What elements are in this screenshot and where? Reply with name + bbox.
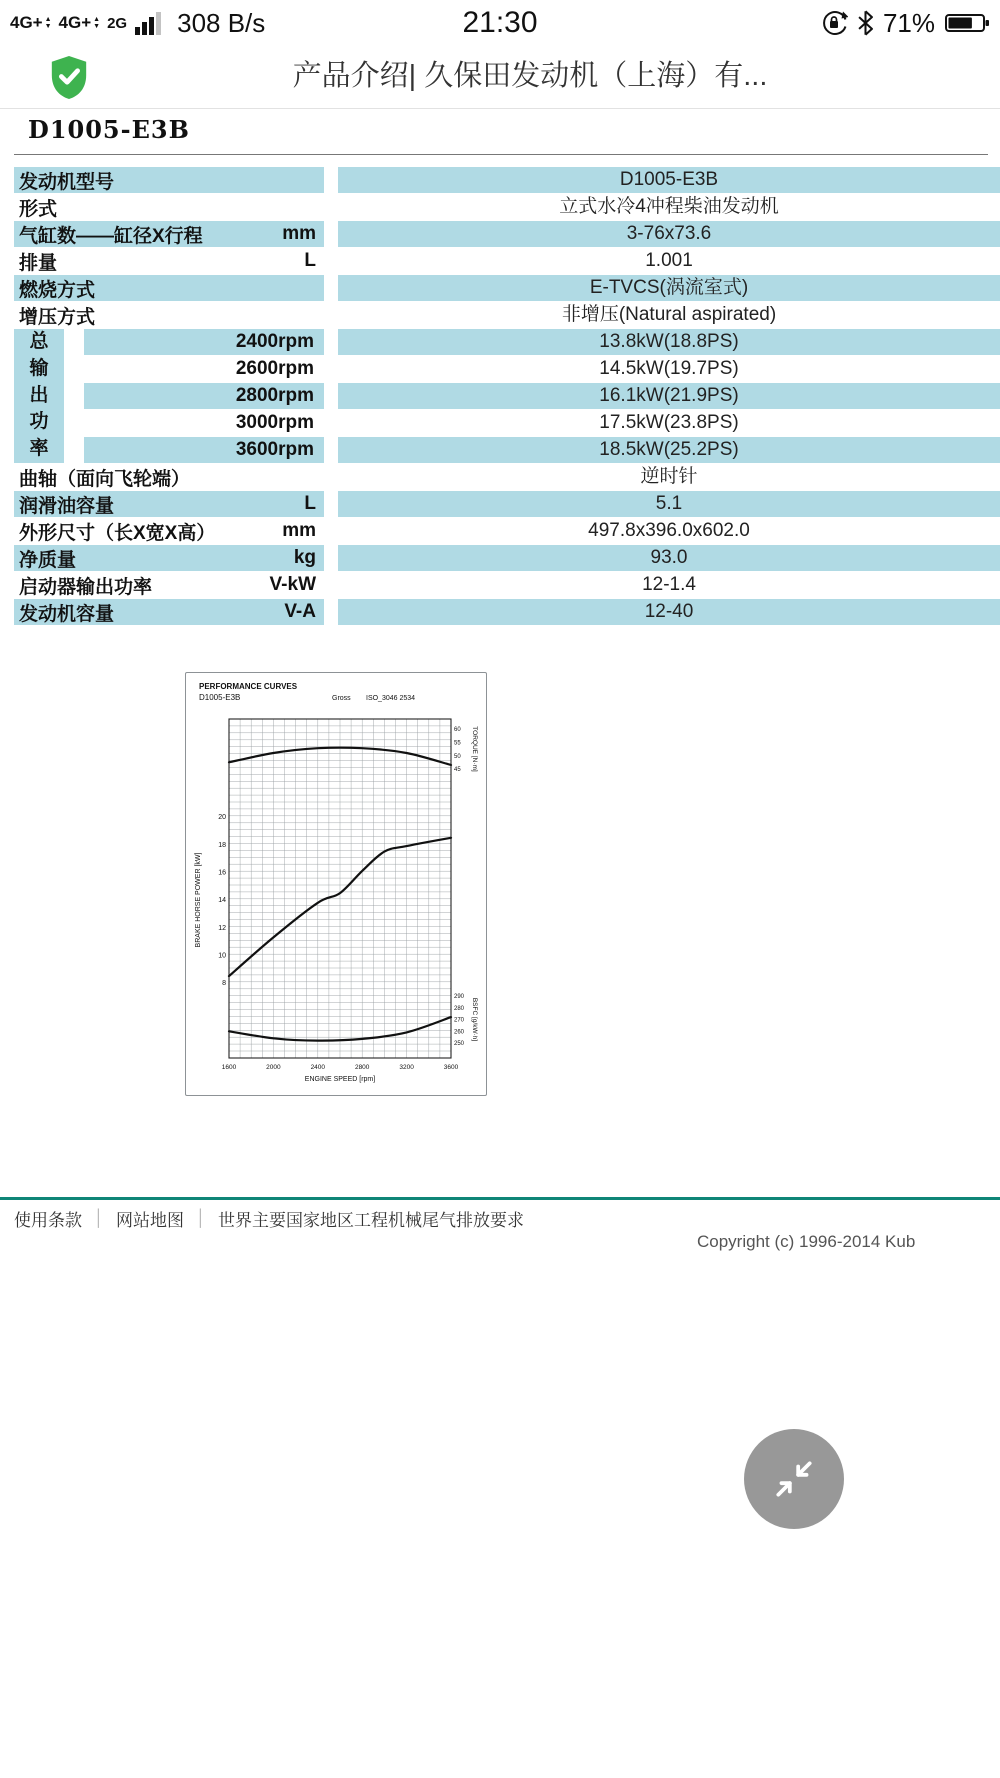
svg-text:290: 290 (454, 994, 465, 1001)
shrink-page-button[interactable] (744, 1429, 844, 1529)
spec-value-cell (338, 383, 1000, 409)
svg-text:D1005-E3B: D1005-E3B (199, 693, 241, 702)
spec-value: 12-40 (644, 601, 694, 622)
table-row (14, 518, 1000, 545)
spec-value-cell (338, 437, 1000, 463)
battery-icon (945, 13, 990, 33)
copyright-text: Copyright (c) 1996-2014 Kub (697, 1232, 916, 1251)
svg-text:45: 45 (454, 767, 461, 774)
spec-value-cell (338, 275, 1000, 301)
svg-text:BRAKE HORSE POWER [kW]: BRAKE HORSE POWER [kW] (195, 852, 202, 948)
spec-label-cell (14, 599, 324, 625)
table-row (14, 167, 1000, 194)
spec-value: 93.0 (650, 547, 688, 568)
footer-accent-bar (0, 1197, 1000, 1200)
svg-text:20: 20 (218, 814, 226, 822)
svg-text:60: 60 (454, 727, 461, 734)
spec-value: D1005-E3B (619, 169, 719, 190)
svg-text:PERFORMANCE CURVES: PERFORMANCE CURVES (199, 682, 298, 691)
browser-title-bar (0, 46, 1000, 108)
spec-value: 3-76x73.6 (626, 223, 712, 244)
spec-label-cell (14, 302, 324, 328)
status-icons-cluster (820, 0, 990, 46)
table-row (14, 599, 1000, 626)
spec-value-cell (338, 599, 1000, 625)
svg-text:1600: 1600 (221, 1064, 237, 1071)
svg-text:18: 18 (218, 841, 226, 849)
spec-label-cell (14, 248, 324, 274)
table-row (14, 572, 1000, 599)
spec-label-cell (14, 491, 324, 517)
spec-value-cell (338, 302, 1000, 328)
table-row (14, 545, 1000, 572)
footer-separator: │ (196, 1209, 206, 1227)
svg-text:270: 270 (454, 1017, 465, 1024)
table-row (14, 383, 1000, 410)
svg-text:12: 12 (218, 924, 226, 932)
spec-value: 17.5kW(23.8PS) (599, 412, 739, 433)
clock: 21:30 (462, 6, 538, 39)
spec-unit: mm (282, 520, 316, 541)
rpm-label-cell: 2400rpm (84, 329, 324, 355)
spec-value-cell (338, 248, 1000, 274)
spec-label: 润滑油容量 (19, 495, 115, 517)
spec-value: E-TVCS(涡流室式) (589, 277, 749, 298)
table-row (14, 464, 1000, 491)
spec-value-cell (338, 572, 1000, 598)
spec-label-cell (14, 464, 324, 490)
table-row (14, 194, 1000, 221)
spec-label: 形式 (19, 198, 58, 220)
table-row (14, 356, 1000, 383)
spec-value-cell (338, 329, 1000, 355)
svg-text:2400: 2400 (310, 1064, 326, 1071)
spec-value-cell (338, 464, 1000, 490)
site-safety-shield-icon[interactable] (48, 54, 90, 100)
spec-label: 气缸数——缸径X行程 (19, 225, 203, 247)
table-row (14, 491, 1000, 518)
network-type-label: 4G+ (10, 13, 43, 32)
footer-link-1[interactable]: 使用条款 (14, 1211, 82, 1230)
spec-label-cell (14, 167, 324, 193)
rpm-label-cell: 3600rpm (84, 437, 324, 463)
network-speed: 308 B/s (177, 7, 266, 38)
model-heading: D1005-E3B (28, 115, 190, 144)
status-bar (0, 0, 1000, 46)
footer-link-3[interactable]: 世界主要国家地区工程机械尾气排放要求 (218, 1211, 524, 1230)
spec-value-cell (338, 545, 1000, 571)
spec-label-cell (14, 518, 324, 544)
spec-label-cell (14, 194, 324, 220)
network-type-label: 4G+ (58, 13, 92, 32)
spec-label-cell (14, 545, 324, 571)
svg-text:14: 14 (218, 897, 226, 905)
table-row (14, 437, 1000, 464)
header-divider (0, 108, 1000, 109)
spec-value-cell (338, 356, 1000, 382)
spec-value-cell (338, 518, 1000, 544)
spec-label: 启动器输出功率 (19, 576, 153, 598)
svg-text:280: 280 (454, 1005, 465, 1012)
rpm-label-cell: 2800rpm (84, 383, 324, 409)
svg-text:8: 8 (222, 980, 226, 988)
svg-text:2800: 2800 (354, 1064, 370, 1071)
spec-label: 增压方式 (19, 306, 96, 328)
spec-value: 12-1.4 (642, 574, 696, 595)
spec-label: 发动机容量 (19, 603, 115, 625)
rpm-label-cell: 2600rpm (235, 358, 314, 379)
svg-text:3200: 3200 (399, 1064, 414, 1071)
rpm-label-cell: 3000rpm (235, 412, 314, 433)
table-row (14, 221, 1000, 248)
svg-text:3600: 3600 (443, 1064, 459, 1071)
spec-unit: mm (282, 223, 316, 244)
spec-label-cell (14, 572, 324, 598)
table-row (14, 248, 1000, 275)
data-activity-arrows-icon: ▲ ▼ (44, 16, 52, 30)
spec-label: 发动机型号 (19, 171, 115, 193)
spec-value: 18.5kW(25.2PS) (599, 439, 739, 460)
spec-label: 排量 (19, 252, 58, 274)
svg-text:250: 250 (454, 1041, 465, 1048)
spec-value: 13.8kW(18.8PS) (599, 331, 739, 352)
spec-value-cell (338, 194, 1000, 220)
spec-value-cell (338, 167, 1000, 193)
spec-label-cell (14, 275, 324, 301)
svg-text:ISO_3046 2534: ISO_3046 2534 (366, 695, 416, 702)
spec-value: 1.001 (645, 250, 693, 271)
spec-value: 14.5kW(19.7PS) (599, 358, 739, 379)
spec-label: 外形尺寸（长X宽X高） (19, 522, 216, 544)
svg-text:55: 55 (454, 740, 461, 747)
spec-value: 497.8x396.0x602.0 (588, 520, 750, 541)
spec-unit: V-A (284, 601, 316, 622)
spec-value: 立式水冷4冲程柴油发动机 (559, 196, 779, 217)
svg-text:10: 10 (218, 952, 226, 960)
data-activity-arrows-icon: ▲ ▼ (93, 16, 101, 30)
page-title[interactable]: 产品介绍| 久保田发动机（上海）有... (292, 60, 768, 92)
collapse-arrows-icon (771, 1456, 817, 1502)
svg-text:ENGINE SPEED [rpm]: ENGINE SPEED [rpm] (304, 1076, 376, 1083)
spec-value-cell (338, 491, 1000, 517)
svg-text:Gross: Gross (332, 695, 351, 702)
svg-text:TORQUE [N·m]: TORQUE [N·m] (471, 726, 478, 772)
performance-curves-chart (185, 672, 487, 1096)
network-type-label: 2G (107, 14, 128, 32)
svg-text:50: 50 (454, 753, 461, 760)
svg-text:BSFC [g/kW·h]: BSFC [g/kW·h] (471, 997, 478, 1042)
table-row (14, 302, 1000, 329)
spec-value: 16.1kW(21.9PS) (599, 385, 739, 406)
spec-value-cell (338, 221, 1000, 247)
spec-value: 5.1 (655, 493, 683, 514)
heading-rule (14, 154, 988, 155)
performance-chart-svg (186, 673, 486, 1095)
bluetooth-icon (858, 10, 873, 36)
svg-text:260: 260 (454, 1029, 465, 1036)
battery-percent: 71% (882, 7, 935, 38)
spec-value: 非增压(Natural aspirated) (561, 304, 777, 325)
footer-link-2[interactable]: 网站地图 (116, 1211, 184, 1230)
power-output-vertical-label: 总 输 出 功 率 (14, 329, 64, 463)
spec-unit: V-kW (269, 574, 316, 595)
spec-unit: L (304, 493, 316, 514)
battery-fill (949, 18, 972, 29)
rotation-lock-icon (820, 9, 848, 37)
spec-value-cell (338, 410, 1000, 436)
footer-links (14, 1206, 524, 1231)
table-row (14, 410, 1000, 437)
spec-label: 燃烧方式 (19, 279, 96, 301)
spec-unit: kg (293, 547, 316, 568)
table-row (14, 275, 1000, 302)
spec-label-cell (14, 221, 324, 247)
svg-text:2000: 2000 (266, 1064, 281, 1071)
spec-label: 净质量 (19, 549, 77, 571)
spec-value: 逆时针 (640, 466, 698, 487)
spec-label: 曲轴（面向飞轮端） (19, 468, 191, 490)
spec-table (14, 167, 1000, 626)
spec-unit: L (304, 250, 316, 271)
footer-separator: │ (94, 1209, 104, 1227)
table-row (14, 329, 1000, 356)
svg-text:16: 16 (218, 869, 226, 877)
